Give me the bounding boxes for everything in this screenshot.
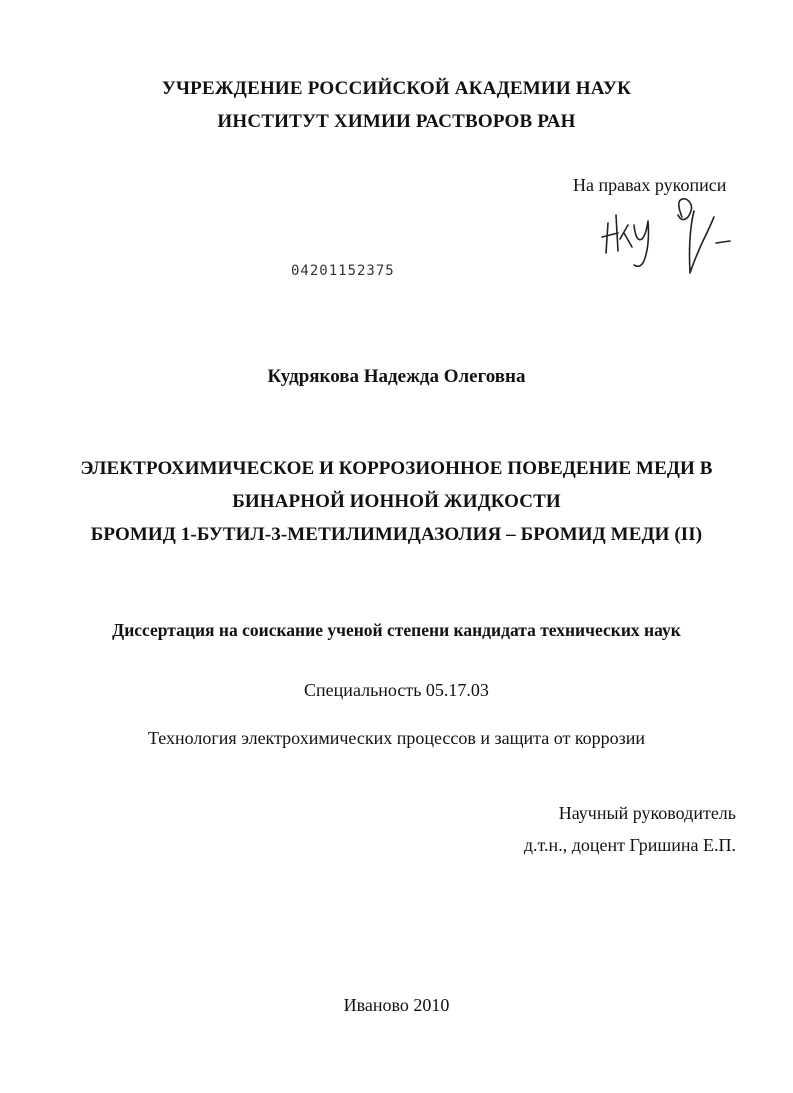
signature-image bbox=[598, 195, 748, 285]
institution-line-1: УЧРЕЖДЕНИЕ РОССИЙСКОЙ АКАДЕМИИ НАУК bbox=[161, 78, 632, 99]
title-line-3: БРОМИД 1-БУТИЛ-3-МЕТИЛИМИДАЗОЛИЯ – БРОМИД МЕДИ (II) bbox=[90, 524, 703, 545]
manuscript-note: На правах рукописи bbox=[573, 175, 727, 195]
advisor-label: Научный руководитель bbox=[558, 803, 736, 823]
specialty-name: Технология электрохимических процессов и защита от коррозии bbox=[147, 728, 646, 748]
author-name: Кудрякова Надежда Олеговна bbox=[267, 366, 526, 387]
advisor-name: д.т.н., доцент Гришина Е.П. bbox=[523, 835, 736, 855]
title-line-1: ЭЛЕКТРОХИМИЧЕСКОЕ И КОРРОЗИОННОЕ ПОВЕДЕНИЕ МЕДИ В bbox=[80, 458, 713, 479]
city-year: Иваново 2010 bbox=[343, 995, 450, 1015]
institution-line-2: ИНСТИТУТ ХИМИИ РАСТВОРОВ РАН bbox=[217, 111, 576, 132]
specialty-code: Специальность 05.17.03 bbox=[304, 680, 489, 700]
stamp-number: 04201152375 bbox=[291, 263, 395, 279]
degree-statement: Диссертация на соискание ученой степени кандидата технических наук bbox=[112, 620, 681, 640]
title-line-2: БИНАРНОЙ ИОННОЙ ЖИДКОСТИ bbox=[232, 491, 561, 512]
